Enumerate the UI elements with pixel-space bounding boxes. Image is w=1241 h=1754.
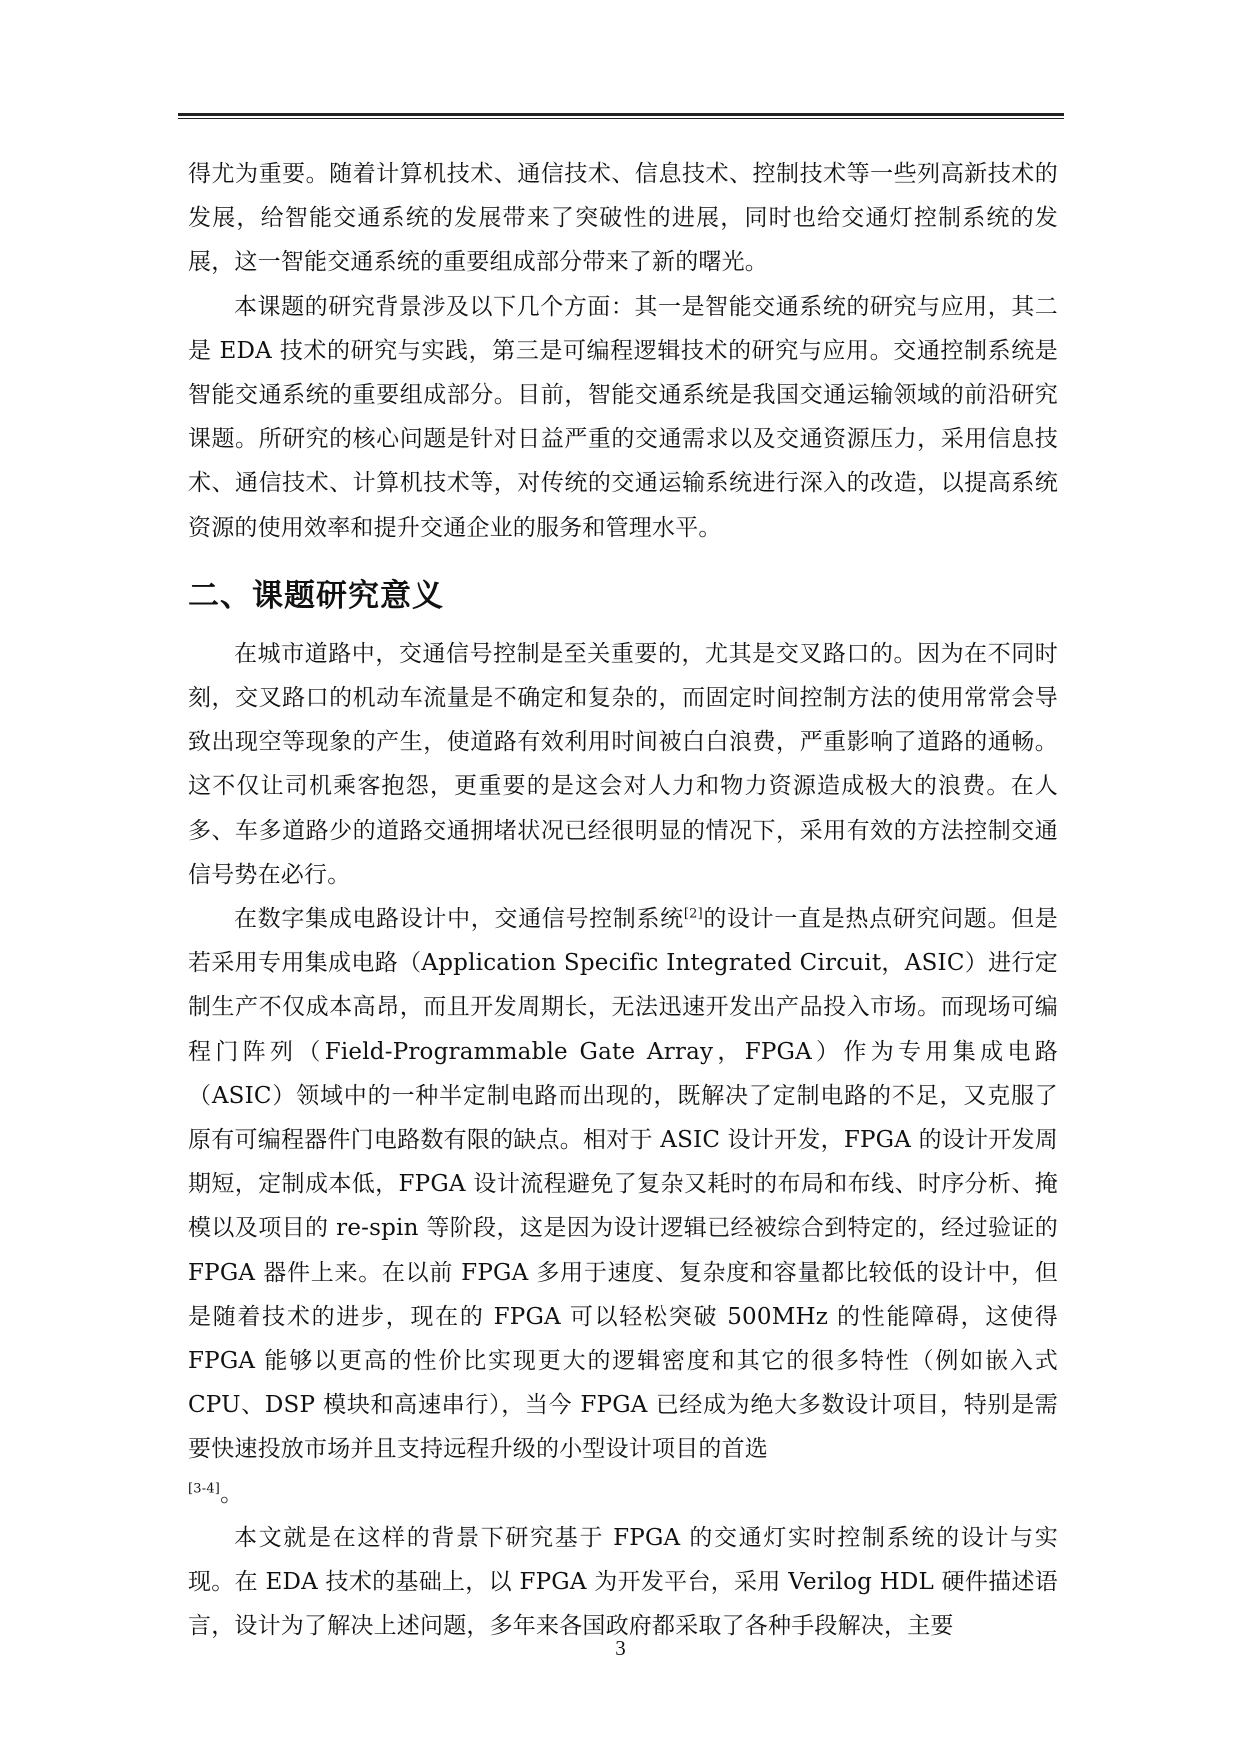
paragraph-fpga-text-a: 在数字集成电路设计中，交通信号控制系统	[234, 906, 684, 933]
paragraph-fpga-text-b: 的设计一直是热点研究问题。但是若采用专用集成电路（Application Specific Integrated Circuit，ASIC）进行定制生产不仅成本高昂，而且开发周期长，无法迅速开发出产品投入市场。而现场可编程门阵列（Field-Programmable Gate Array，FPGA）作为专用集成电路（ASIC）领域中的一种半定制电路而出现的，既解决了定制电路的不足，又克服了原有可编程器件门电路数有限的缺点。相对于 ASIC 设计开发，FPGA 的设计开发周期短，定制成本低，FPGA 设计流程避免了复杂又耗时的布局和布线、时序分析、掩模以及项目的 re-spin 等阶段，这是因为设计逻辑已经被综合到特定的，经过验证的 FPGA 器件上来。在以前 FPGA 多用于速度、复杂度和容量都比较低的设计中，但是随着技术的进步，现在的 FPGA 可以轻松突破 500MHz 的性能障碍，这使得 FPGA 能够以更高的性价比实现更大的逻辑密度和其它的很多特性（例如嵌入式 CPU、DSP 模块和高速串行），当今 FPGA 已经成为绝大多数设计项目，特别是需要快速投放市场并且支持远程升级的小型设计项目的首选	[188, 906, 1058, 1463]
header-rule-thin	[178, 118, 1064, 119]
section-heading: 二、课题研究意义	[188, 577, 444, 614]
citation-ref: [3-4]	[188, 1481, 221, 1497]
paragraph-this-paper: 本文就是在这样的背景下研究基于 FPGA 的交通灯实时控制系统的设计与实现。在 EDA 技术的基础上，以 FPGA 为开发平台，采用 Verilog HDL 硬件描述语言，设计为了解决上述问题，多年来各国政府都采取了各种手段解决，主要	[188, 1524, 1058, 1640]
paragraph-research-background: 本课题的研究背景涉及以下几个方面：其一是智能交通系统的研究与应用，其二是 EDA 技术的研究与实践，第三是可编程逻辑技术的研究与应用。交通控制系统是智能交通系统的重要组成部分。目前，智能交通系统是我国交通运输领域的前沿研究课题。所研究的核心问题是针对日益严重的交通需求以及交通资源压力，采用信息技术、通信技术、计算机技术等，对传统的交通运输系统进行深入的改造，以提高系统资源的使用效率和提升交通企业的服务和管理水平。	[188, 293, 1058, 541]
page-body	[188, 152, 1058, 1649]
page-number: 3	[615, 1636, 626, 1660]
paragraph-continuation: 得尤为重要。随着计算机技术、通信技术、信息技术、控制技术等一些列高新技术的发展，给智能交通系统的发展带来了突破性的进展，同时也给交通灯控制系统的发展，这一智能交通系统的重要组成部分带来了新的曙光。	[188, 161, 1058, 276]
paragraph-fpga-background	[188, 897, 1058, 1516]
paragraph-traffic-signal-importance: 在城市道路中，交通信号控制是至关重要的，尤其是交叉路口的。因为在不同时刻，交叉路口的机动车流量是不确定和复杂的，而固定时间控制方法的使用常常会导致出现空等现象的产生，使道路有效利用时间被白白浪费，严重影响了道路的通畅。这不仅让司机乘客抱怨，更重要的是这会对人力和物力资源造成极大的浪费。在人多、车多道路少的道路交通拥堵状况已经很明显的情况下，采用有效的方法控制交通信号势在必行。	[188, 640, 1058, 888]
paragraph-fpga-text-c: 。	[220, 1480, 244, 1507]
citation-ref: [2]	[683, 906, 703, 922]
header-rule	[178, 113, 1064, 116]
